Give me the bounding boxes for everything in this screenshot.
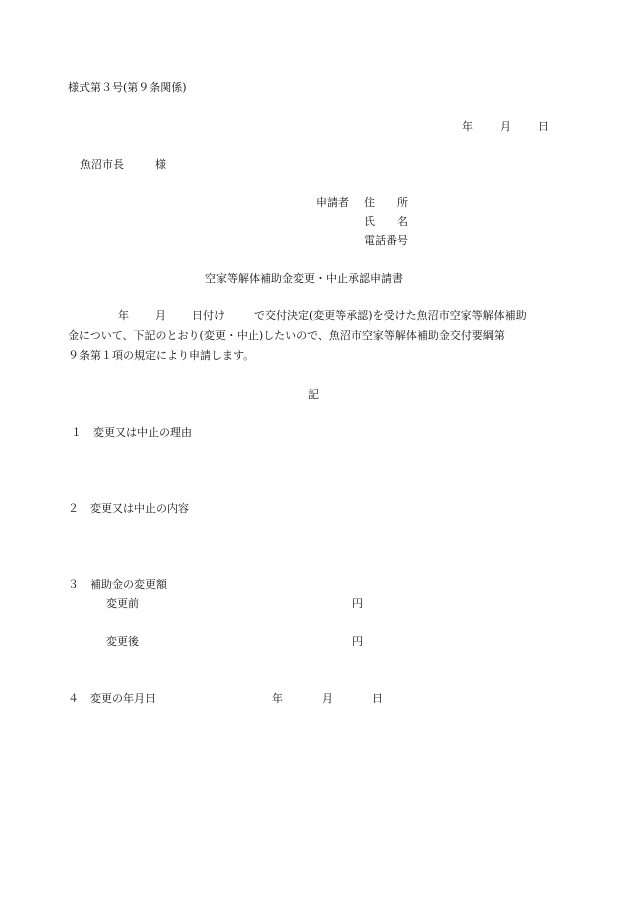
item-3-heading: ３ 補助金の変更額: [68, 578, 167, 591]
before-unit: 円: [352, 597, 363, 610]
document-title: 空家等解体補助金変更・中止承認申請書: [205, 272, 403, 285]
item-4-heading: ４ 変更の年月日: [68, 692, 156, 705]
date-month: 月: [500, 120, 511, 133]
item-4-year: 年: [272, 692, 283, 705]
after-unit: 円: [352, 635, 363, 648]
applicant-address-label: 住 所: [364, 196, 408, 209]
body-month: 月: [155, 309, 166, 322]
body-line-3: ９条第１項の規定により申請します。: [68, 349, 255, 362]
after-label: 変更後: [106, 635, 139, 648]
body-line-2: 金について、下記のとおり(変更・中止)したいので、魚沼市空家等解体補助金交付要綱第: [68, 329, 505, 342]
body-line-1: で交付決定(変更等承認)を受けた魚沼市空家等解体補助: [254, 309, 527, 322]
item-4-day: 日: [372, 692, 383, 705]
item-4-month: 月: [322, 692, 333, 705]
addressee-name: 魚沼市長: [80, 158, 124, 171]
item-2-heading: ２ 変更又は中止の内容: [68, 502, 189, 515]
ki-heading: 記: [308, 388, 319, 401]
date-year: 年: [462, 120, 473, 133]
form-number: 様式第３号(第９条関係): [68, 81, 187, 94]
addressee-honorific: 様: [155, 158, 166, 171]
item-1-heading: １ 変更又は中止の理由: [71, 426, 192, 439]
body-day: 日付け: [192, 309, 225, 322]
applicant-phone-label: 電話番号: [364, 234, 408, 247]
body-year: 年: [118, 309, 129, 322]
applicant-label: 申請者: [316, 196, 349, 209]
before-label: 変更前: [106, 597, 139, 610]
applicant-name-label: 氏 名: [364, 215, 408, 228]
date-day: 日: [538, 120, 549, 133]
